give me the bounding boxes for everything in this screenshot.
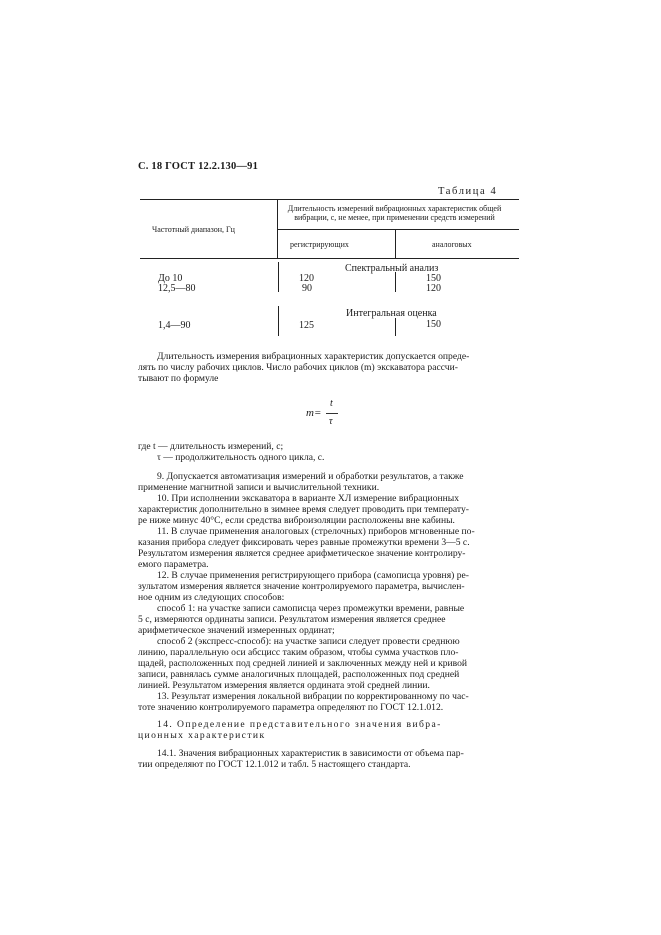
clause-12-line: линию, параллельную оси абсцисс таким образом, чтобы сумма участков пло- <box>138 647 459 658</box>
clause-10-line: ре ниже минус 40°С, если средства виброизоляции расположены вне кабины. <box>138 515 455 526</box>
clause-11-line: 11. В случае применения аналоговых (стрелочных) приборов мгновенные по- <box>157 526 475 537</box>
col-header-frequency: Частотный диапазон, Гц <box>152 225 235 234</box>
table-top-rule <box>140 199 519 200</box>
table-body-divider-2 <box>278 306 279 336</box>
subheader-recording: регистрирующих <box>290 240 349 249</box>
clause-14-1-line: 14.1. Значения вибрационных характеристик в зависимости от объема пар- <box>157 748 464 759</box>
clause-11-line: казания прибора следует фиксировать через равные промежутки времени 3—5 с. <box>138 537 470 548</box>
clause-13-line: 13. Результат измерения локальной вибрации по корректированному по час- <box>157 691 469 702</box>
section-spectral: Спектральный анализ <box>345 263 439 274</box>
cell-analog: 150 <box>426 273 441 284</box>
clause-14-heading: 14. Определение представительного значения вибра- <box>157 719 442 730</box>
clause-12-line: 5 с, измеряются ординаты записи. Результатом измерения является среднее <box>138 614 446 625</box>
clause-12-line: зультатом измерения является значение контролируемого параметра, вычислен- <box>138 581 465 592</box>
formula-denominator: τ <box>329 416 333 427</box>
clause-12-line: записи, равнялась сумме аналогичных площадей, расположенных под средней <box>138 669 460 680</box>
cell-recording: 125 <box>299 320 314 331</box>
cell-range: До 10 <box>158 273 183 284</box>
section-integral: Интегральная оценка <box>346 308 437 319</box>
clause-11-line: емого параметра. <box>138 559 209 570</box>
cell-recording: 90 <box>302 283 312 294</box>
clause-14-heading: ционных характеристик <box>138 730 266 741</box>
col-header-duration: Длительность измерений вибрационных характеристик общей вибрации, с, не менее, при применении средств измерений <box>287 204 502 222</box>
clause-14-1-line: тии определяют по ГОСТ 12.1.012 и табл. 5 настоящего стандарта. <box>138 759 411 770</box>
table-mid-rule <box>278 229 519 230</box>
cell-recording: 120 <box>299 273 314 284</box>
table-header-rule <box>140 258 519 259</box>
table-body-divider-1 <box>278 262 279 292</box>
paragraph-cycles-line: Длительность измерения вибрационных характеристик допускается опреде- <box>157 351 470 362</box>
clause-12-line: способ 2 (экспресс-способ): на участке записи следует провести среднюю <box>157 636 460 647</box>
page-header: С. 18 ГОСТ 12.2.130—91 <box>138 161 259 172</box>
formula-fraction-bar <box>326 413 338 414</box>
clause-12-line: линией. Результатом измерения является ордината этой средней линии. <box>138 680 430 691</box>
clause-11-line: Результатом измерения является среднее арифметическое значение контролиру- <box>138 548 466 559</box>
clause-9-line: применение магнитной записи и вычислительной техники. <box>138 482 380 493</box>
clause-12-line: 12. В случае применения регистрирующего прибора (самописца уровня) ре- <box>157 570 469 581</box>
table-col-divider-2 <box>395 318 396 336</box>
where-t: где t — длительность измерений, с; <box>138 441 284 452</box>
table-caption: Таблица 4 <box>438 186 498 197</box>
formula-numerator: t <box>330 398 333 409</box>
clause-10-line: характеристик дополнительно в зимнее время следует проводить при температу- <box>138 504 469 515</box>
formula-lhs: m= <box>306 407 322 419</box>
clause-12-line: арифметическое значений измеренных ординат; <box>138 625 335 636</box>
clause-13-line: тоте значению контролируемого параметра определяют по ГОСТ 12.1.012. <box>138 702 444 713</box>
subheader-analog: аналоговых <box>432 240 472 249</box>
clause-10-line: 10. При исполнении экскаватора в варианте ХЛ измерение вибрационных <box>157 493 459 504</box>
cell-analog: 120 <box>426 283 441 294</box>
cell-analog: 150 <box>426 319 441 330</box>
where-tau: τ — продолжительность одного цикла, с. <box>157 452 325 463</box>
table-subheader-divider <box>395 229 396 258</box>
clause-12-line: способ 1: на участке записи самописца через промежутки времени, равные <box>157 603 465 614</box>
paragraph-cycles-line: лять по числу рабочих циклов. Число рабочих циклов (m) экскаватора рассчи- <box>138 362 458 373</box>
cell-range: 1,4—90 <box>158 320 191 331</box>
table-col-divider-1 <box>395 272 396 292</box>
cell-range: 12,5—80 <box>158 283 196 294</box>
clause-12-line: щадей, расположенных под средней линией и заключенных между ней и кривой <box>138 658 468 669</box>
clause-9-line: 9. Допускается автоматизация измерений и обработки результатов, а также <box>157 471 464 482</box>
clause-12-line: ное одним из следующих способов: <box>138 592 285 603</box>
paragraph-cycles-line: тывают по формуле <box>138 373 219 384</box>
